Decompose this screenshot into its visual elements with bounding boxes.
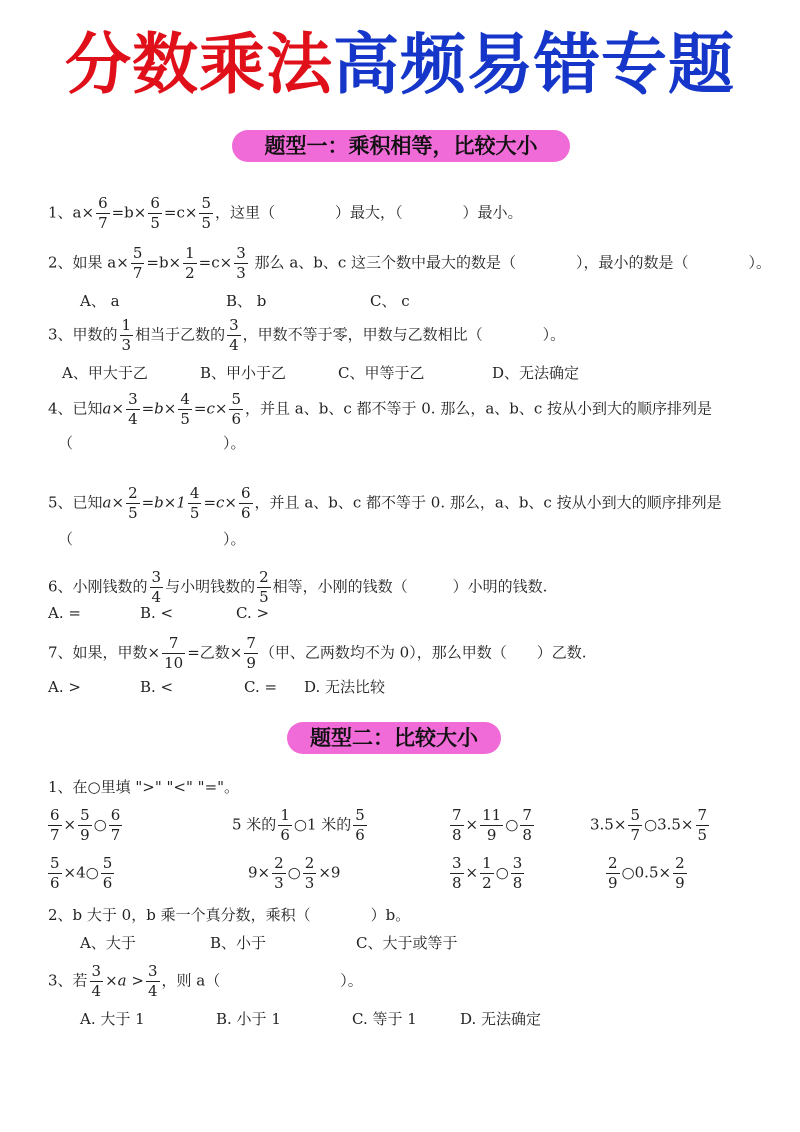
question-7: 7、如果，甲数× $\frac{7}{10}$ =乙数× $\frac{7}{9}$ （甲、乙两数均不为 0），那么甲数（ ）乙数. — [48, 634, 587, 672]
option: C、大于或等于 — [356, 934, 458, 952]
compare-r1c1: $\frac{6}{7}$ × $\frac{5}{9}$ ○ $\frac{6}{7}$ — [50, 806, 121, 844]
option: A、甲大于乙 — [62, 364, 148, 382]
option: C、甲等于乙 — [338, 364, 425, 382]
section2-question-3: 3、若 $\frac{3}{4}$ ×a > $\frac{3}{4}$ ，则 a（ ）。 — [48, 962, 363, 1000]
option: A. 大于 1 — [80, 1010, 145, 1028]
option: D. 无法确定 — [460, 1010, 542, 1028]
option: D、无法确定 — [492, 364, 580, 382]
section1-heading: 题型一：乘积相等，比较大小 — [232, 130, 570, 162]
question-4-blank: （ ）。 — [58, 434, 246, 452]
option: B. < — [140, 604, 174, 622]
compare-r2c1: $\frac{5}{6}$ ×4○ $\frac{5}{6}$ — [50, 854, 113, 892]
question-1: 1、a× $\frac{6}{7}$ =b× $\frac{6}{5}$ =c× $\frac{5}{5}$ ，这里（ ）最大，（ ）最小。 — [48, 194, 523, 232]
option: B、小于 — [210, 934, 267, 952]
option: B、 b — [226, 292, 267, 310]
option: B. 小于 1 — [216, 1010, 281, 1028]
title-part2: 高频易错专题 — [333, 26, 735, 103]
option: A、 a — [80, 292, 120, 310]
compare-r1c3: $\frac{7}{8}$ × $\frac{11}{9}$ ○ $\frac{7}{8}$ — [452, 806, 532, 844]
question-3: 3、甲数的 $\frac{1}{3}$ 相当于乙数的 $\frac{3}{4}$ ，甲数不等于零，甲数与乙数相比（ ）。 — [48, 316, 566, 354]
title-part1: 分数乘法 — [65, 26, 333, 103]
compare-r2c3: $\frac{3}{8}$ × $\frac{1}{2}$ ○ $\frac{3}{8}$ — [452, 854, 523, 892]
page-title — [0, 20, 800, 110]
section2-heading: 题型二：比较大小 — [287, 722, 501, 754]
option: A. > — [48, 678, 81, 696]
option: C. = — [244, 678, 278, 696]
option: A、大于 — [80, 934, 136, 952]
section2-question-1: 1、在○里填 ">" "<" "="。 — [48, 778, 240, 796]
compare-r1c2: 5 米的 $\frac{1}{6}$ ○1 米的 $\frac{5}{6}$ — [232, 806, 365, 844]
section2-question-2: 2、b 大于 0，b 乘一个真分数，乘积（ ）b。 — [48, 906, 411, 924]
compare-r2c4: $\frac{2}{9}$ ○0.5× $\frac{2}{9}$ — [608, 854, 685, 892]
option: C. > — [236, 604, 270, 622]
question-2: 2、如果 a× $\frac{5}{7}$ =b× $\frac{1}{2}$ =c× $\frac{3}{3}$ 那么 a、b、c 这三个数中最大的数是（ ），最小的数是（ ）。 — [48, 244, 772, 282]
question-5-blank: （ ）。 — [58, 530, 246, 548]
option: C、 c — [370, 292, 410, 310]
option: B. < — [140, 678, 174, 696]
compare-r1c4: 3.5× $\frac{5}{7}$ ○3.5× $\frac{7}{5}$ — [590, 806, 708, 844]
question-6: 6、小刚钱数的 $\frac{3}{4}$ 与小明钱数的 $\frac{2}{5}$ 相等，小刚的钱数（ ）小明的钱数. — [48, 568, 548, 606]
option: B、甲小于乙 — [200, 364, 287, 382]
option: C. 等于 1 — [352, 1010, 417, 1028]
option: D. 无法比较 — [304, 678, 386, 696]
question-4: 4、已知a× $\frac{3}{4}$ =b× $\frac{4}{5}$ =c× $\frac{5}{6}$ ，并且 a、b、c 都不等于 0. 那么，a、b、c 按从小到大的顺序排列是 — [48, 390, 713, 428]
option: A. = — [48, 604, 81, 622]
question-5: 5、已知a× $\frac{2}{5}$ =b×1 $\frac{4}{5}$ =c× $\frac{6}{6}$ ，并且 a、b、c 都不等于 0. 那么，a、b、c 按从小到大的顺序排列是 — [48, 484, 722, 522]
compare-r2c2: 9× $\frac{2}{3}$ ○ $\frac{2}{3}$ ×9 — [248, 854, 341, 892]
